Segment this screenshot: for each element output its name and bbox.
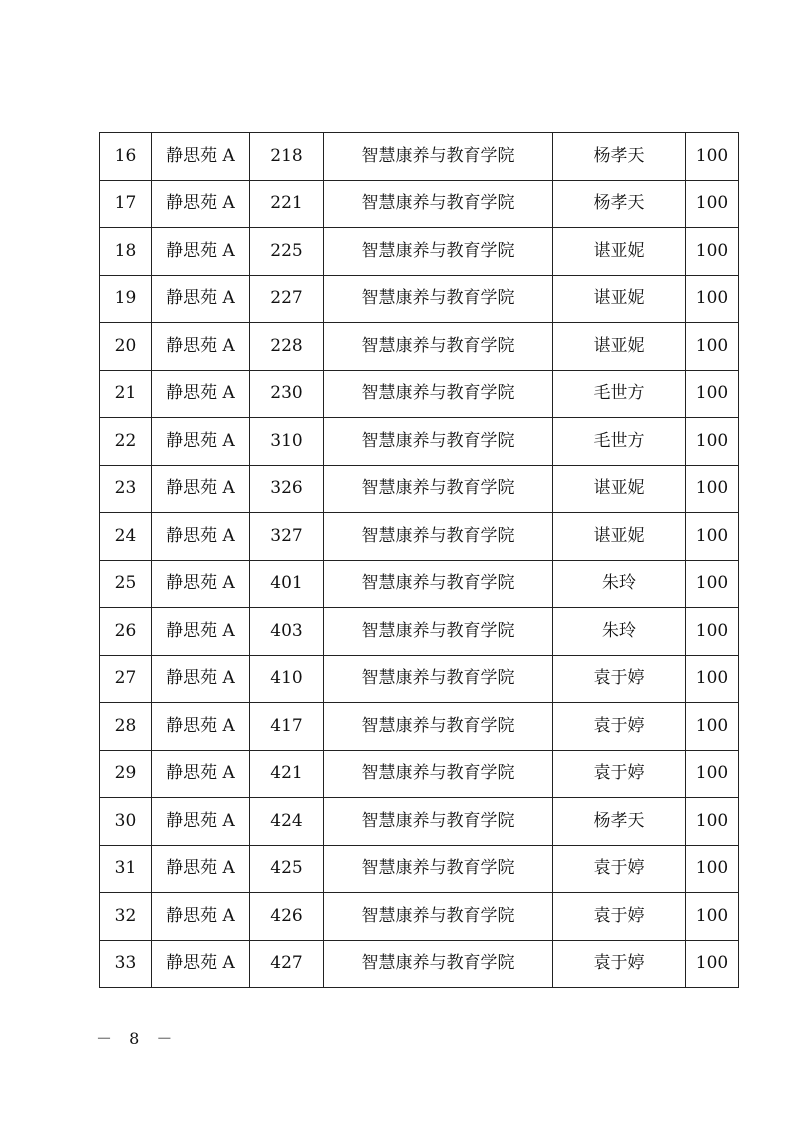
room-number-cell: 225 <box>250 228 324 276</box>
table-row <box>100 750 739 798</box>
row-number-cell: 28 <box>100 703 152 751</box>
score-cell: 100 <box>686 608 739 656</box>
score-cell: 100 <box>686 560 739 608</box>
score-cell: 100 <box>686 703 739 751</box>
college-cell: 智慧康养与教育学院 <box>324 560 553 608</box>
dormitory-score-table <box>99 132 739 988</box>
row-number-cell: 23 <box>100 465 152 513</box>
score-cell: 100 <box>686 180 739 228</box>
row-number-cell: 17 <box>100 180 152 228</box>
table-row <box>100 228 739 276</box>
college-cell: 智慧康养与教育学院 <box>324 323 553 371</box>
college-cell: 智慧康养与教育学院 <box>324 750 553 798</box>
college-cell: 智慧康养与教育学院 <box>324 893 553 941</box>
table-row <box>100 655 739 703</box>
responsible-person-cell: 袁于婷 <box>553 893 686 941</box>
row-number-cell: 20 <box>100 323 152 371</box>
row-number-cell: 18 <box>100 228 152 276</box>
score-cell: 100 <box>686 513 739 561</box>
room-number-cell: 427 <box>250 940 324 988</box>
table-row <box>100 370 739 418</box>
room-number-cell: 221 <box>250 180 324 228</box>
table-row <box>100 275 739 323</box>
table-row <box>100 608 739 656</box>
responsible-person-cell: 朱玲 <box>553 608 686 656</box>
building-cell: 静思苑 A <box>152 133 250 181</box>
building-cell: 静思苑 A <box>152 750 250 798</box>
room-number-cell: 401 <box>250 560 324 608</box>
table-row <box>100 465 739 513</box>
building-cell: 静思苑 A <box>152 418 250 466</box>
college-cell: 智慧康养与教育学院 <box>324 798 553 846</box>
building-cell: 静思苑 A <box>152 940 250 988</box>
room-number-cell: 426 <box>250 893 324 941</box>
college-cell: 智慧康养与教育学院 <box>324 418 553 466</box>
table-row <box>100 513 739 561</box>
building-cell: 静思苑 A <box>152 893 250 941</box>
responsible-person-cell: 袁于婷 <box>553 845 686 893</box>
row-number-cell: 30 <box>100 798 152 846</box>
row-number-cell: 19 <box>100 275 152 323</box>
row-number-cell: 27 <box>100 655 152 703</box>
row-number-cell: 31 <box>100 845 152 893</box>
responsible-person-cell: 毛世方 <box>553 370 686 418</box>
room-number-cell: 326 <box>250 465 324 513</box>
table-row <box>100 133 739 181</box>
room-number-cell: 310 <box>250 418 324 466</box>
responsible-person-cell: 谌亚妮 <box>553 323 686 371</box>
building-cell: 静思苑 A <box>152 228 250 276</box>
room-number-cell: 218 <box>250 133 324 181</box>
responsible-person-cell: 杨孝天 <box>553 798 686 846</box>
building-cell: 静思苑 A <box>152 180 250 228</box>
college-cell: 智慧康养与教育学院 <box>324 608 553 656</box>
responsible-person-cell: 袁于婷 <box>553 703 686 751</box>
college-cell: 智慧康养与教育学院 <box>324 228 553 276</box>
responsible-person-cell: 谌亚妮 <box>553 228 686 276</box>
room-number-cell: 227 <box>250 275 324 323</box>
building-cell: 静思苑 A <box>152 323 250 371</box>
table-row <box>100 703 739 751</box>
building-cell: 静思苑 A <box>152 560 250 608</box>
room-number-cell: 230 <box>250 370 324 418</box>
responsible-person-cell: 杨孝天 <box>553 133 686 181</box>
row-number-cell: 16 <box>100 133 152 181</box>
room-number-cell: 228 <box>250 323 324 371</box>
score-cell: 100 <box>686 798 739 846</box>
college-cell: 智慧康养与教育学院 <box>324 275 553 323</box>
responsible-person-cell: 谌亚妮 <box>553 465 686 513</box>
building-cell: 静思苑 A <box>152 370 250 418</box>
score-cell: 100 <box>686 323 739 371</box>
score-cell: 100 <box>686 465 739 513</box>
table-row <box>100 560 739 608</box>
college-cell: 智慧康养与教育学院 <box>324 180 553 228</box>
table-row <box>100 798 739 846</box>
score-cell: 100 <box>686 133 739 181</box>
responsible-person-cell: 朱玲 <box>553 560 686 608</box>
room-number-cell: 417 <box>250 703 324 751</box>
responsible-person-cell: 谌亚妮 <box>553 513 686 561</box>
responsible-person-cell: 谌亚妮 <box>553 275 686 323</box>
room-number-cell: 425 <box>250 845 324 893</box>
table-body <box>100 133 739 988</box>
room-number-cell: 327 <box>250 513 324 561</box>
responsible-person-cell: 袁于婷 <box>553 940 686 988</box>
college-cell: 智慧康养与教育学院 <box>324 703 553 751</box>
table-row <box>100 845 739 893</box>
row-number-cell: 21 <box>100 370 152 418</box>
responsible-person-cell: 毛世方 <box>553 418 686 466</box>
responsible-person-cell: 袁于婷 <box>553 655 686 703</box>
college-cell: 智慧康养与教育学院 <box>324 133 553 181</box>
building-cell: 静思苑 A <box>152 608 250 656</box>
score-cell: 100 <box>686 893 739 941</box>
table-row <box>100 418 739 466</box>
responsible-person-cell: 杨孝天 <box>553 180 686 228</box>
page-number: － 8 － <box>96 1029 179 1048</box>
room-number-cell: 421 <box>250 750 324 798</box>
building-cell: 静思苑 A <box>152 513 250 561</box>
row-number-cell: 29 <box>100 750 152 798</box>
college-cell: 智慧康养与教育学院 <box>324 370 553 418</box>
row-number-cell: 25 <box>100 560 152 608</box>
score-cell: 100 <box>686 940 739 988</box>
building-cell: 静思苑 A <box>152 703 250 751</box>
row-number-cell: 32 <box>100 893 152 941</box>
score-cell: 100 <box>686 228 739 276</box>
table-row <box>100 893 739 941</box>
row-number-cell: 26 <box>100 608 152 656</box>
row-number-cell: 33 <box>100 940 152 988</box>
table-row <box>100 323 739 371</box>
college-cell: 智慧康养与教育学院 <box>324 513 553 561</box>
row-number-cell: 24 <box>100 513 152 561</box>
table-row <box>100 940 739 988</box>
score-cell: 100 <box>686 655 739 703</box>
room-number-cell: 410 <box>250 655 324 703</box>
college-cell: 智慧康养与教育学院 <box>324 465 553 513</box>
table-row <box>100 180 739 228</box>
building-cell: 静思苑 A <box>152 655 250 703</box>
college-cell: 智慧康养与教育学院 <box>324 655 553 703</box>
college-cell: 智慧康养与教育学院 <box>324 845 553 893</box>
score-cell: 100 <box>686 370 739 418</box>
score-cell: 100 <box>686 750 739 798</box>
score-cell: 100 <box>686 418 739 466</box>
building-cell: 静思苑 A <box>152 275 250 323</box>
room-number-cell: 403 <box>250 608 324 656</box>
building-cell: 静思苑 A <box>152 465 250 513</box>
building-cell: 静思苑 A <box>152 845 250 893</box>
college-cell: 智慧康养与教育学院 <box>324 940 553 988</box>
room-number-cell: 424 <box>250 798 324 846</box>
score-cell: 100 <box>686 275 739 323</box>
responsible-person-cell: 袁于婷 <box>553 750 686 798</box>
row-number-cell: 22 <box>100 418 152 466</box>
building-cell: 静思苑 A <box>152 798 250 846</box>
score-cell: 100 <box>686 845 739 893</box>
